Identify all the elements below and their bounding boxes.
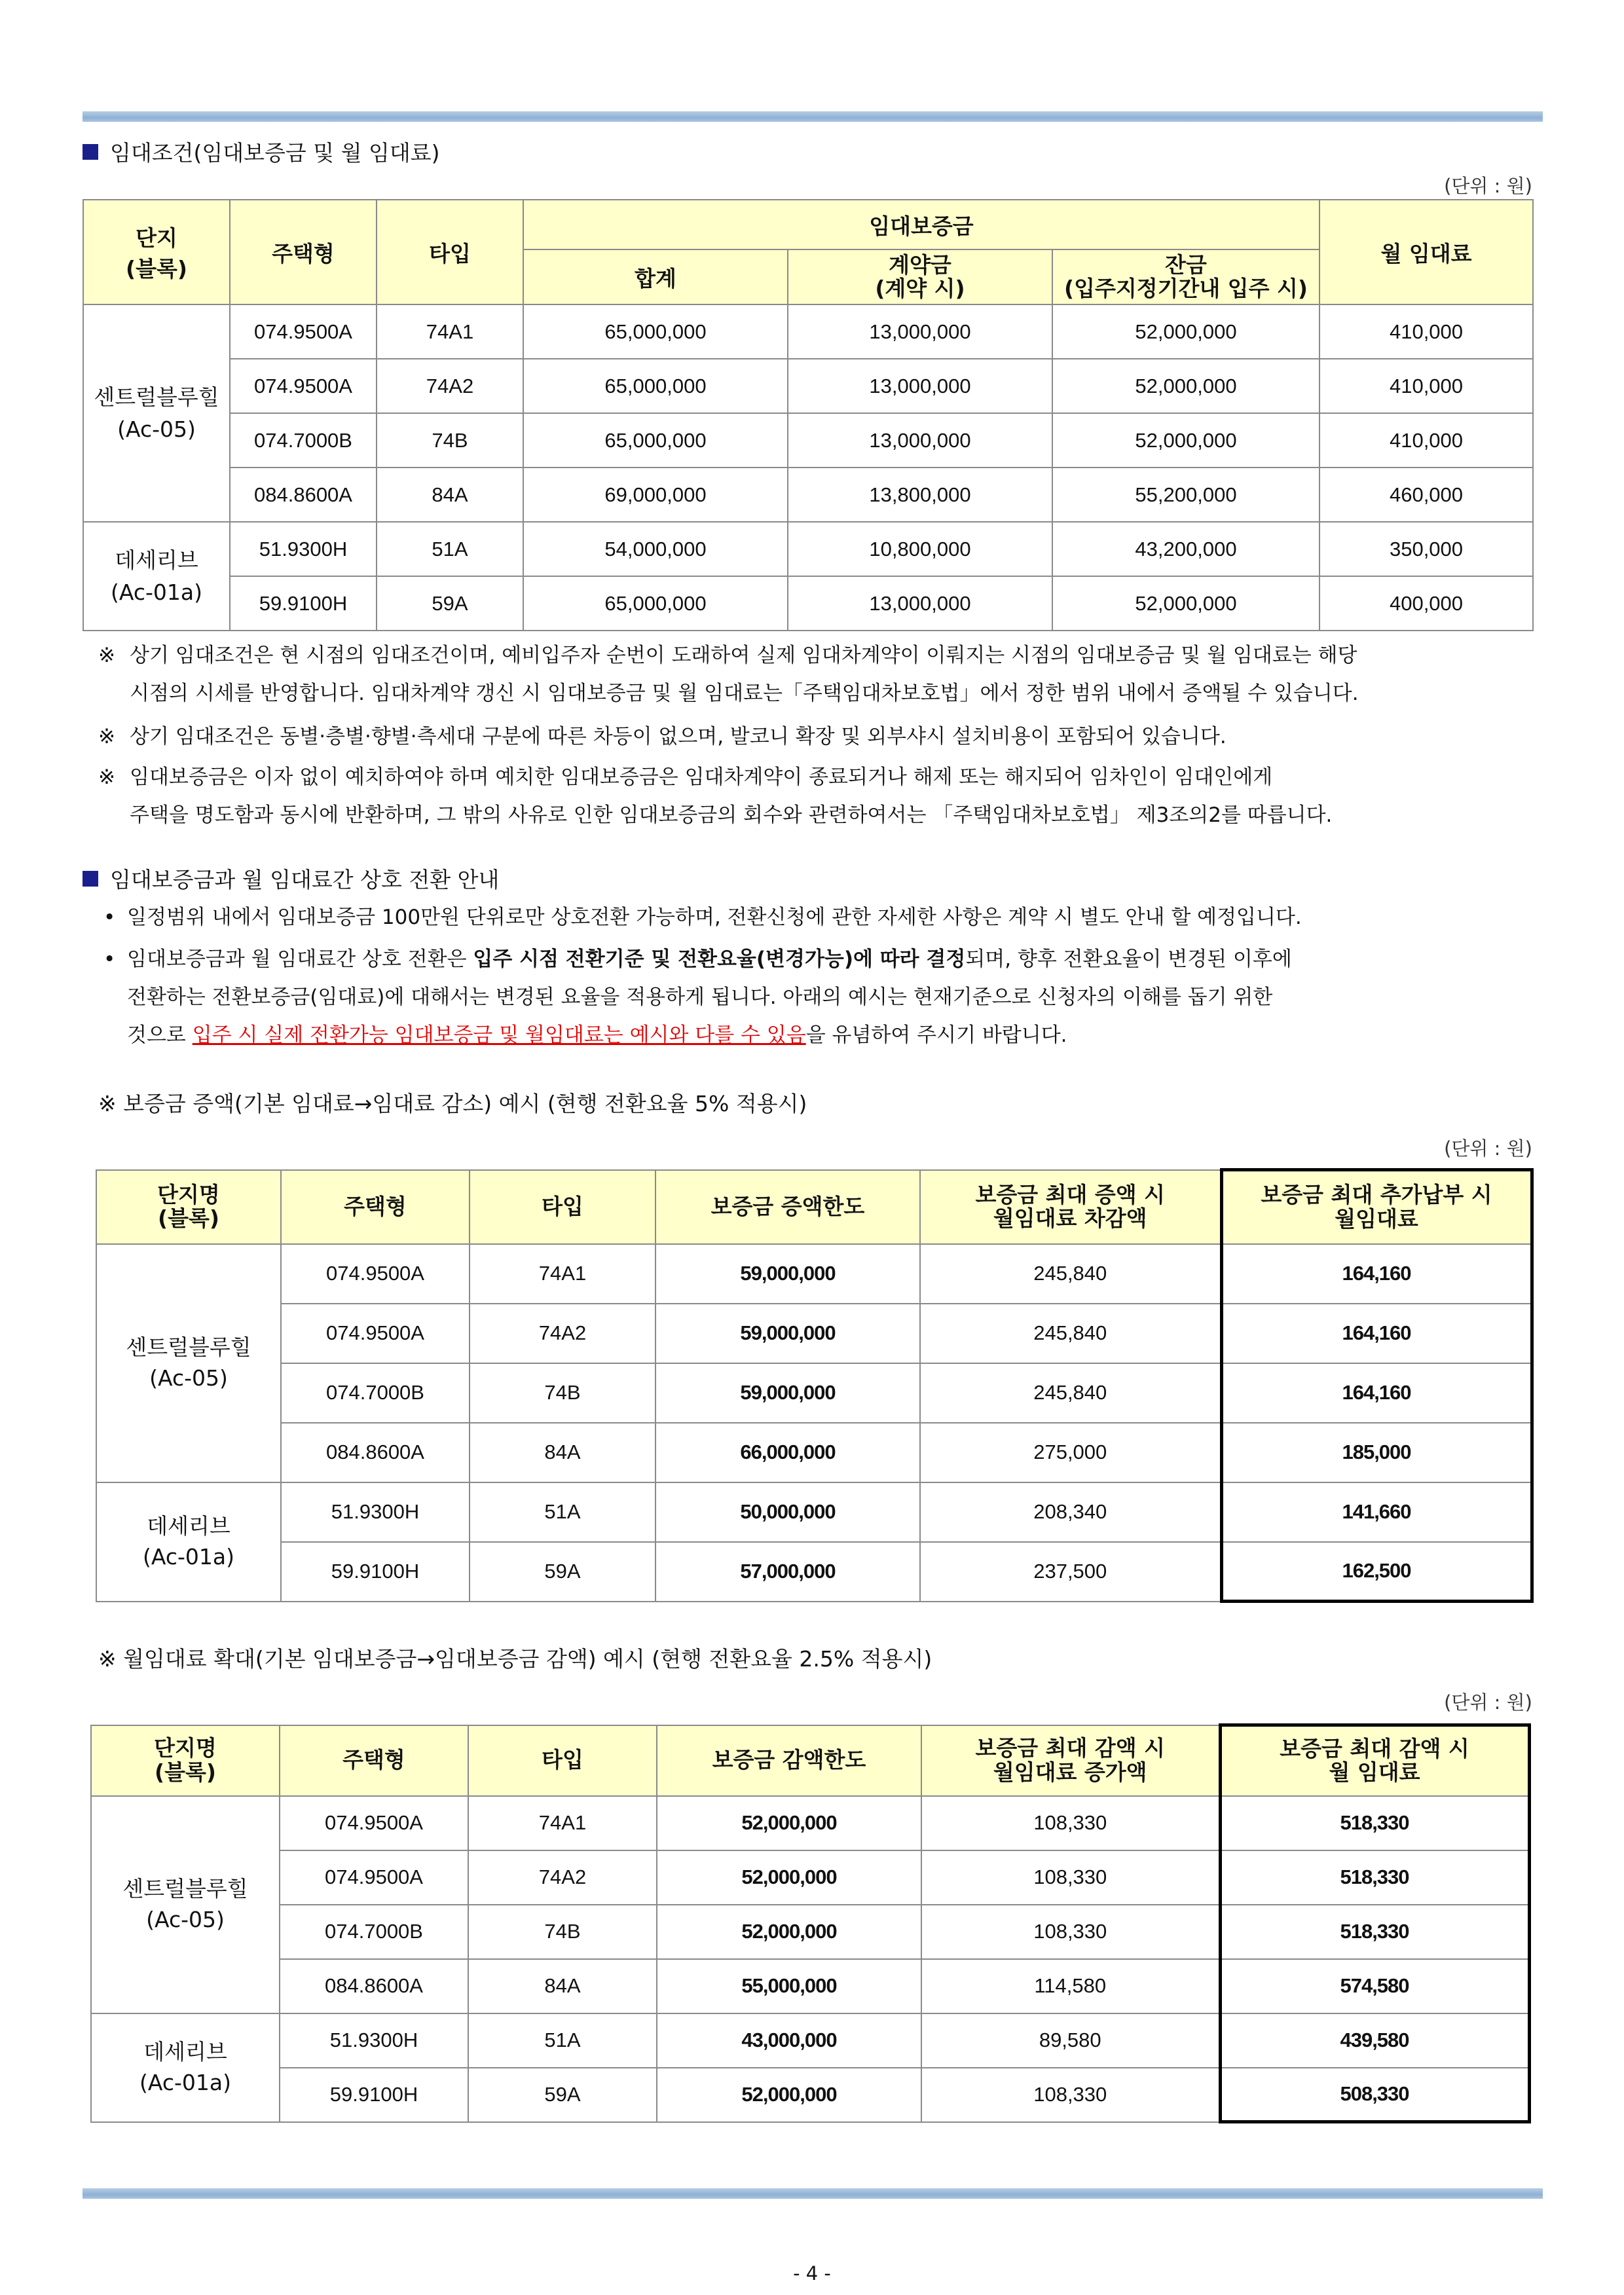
cell: 410,000 xyxy=(1320,304,1533,359)
cell: 52,000,000 xyxy=(1052,413,1320,468)
group-cell xyxy=(83,522,230,631)
bottom-decorative-band xyxy=(83,2188,1543,2199)
cell: 59,000,000 xyxy=(655,1363,920,1423)
cell: 43,000,000 xyxy=(657,2013,921,2068)
cell: 108,330 xyxy=(921,1905,1220,1959)
bullet-text: 일정범위 내에서 임대보증금 100만원 단위로만 상호전환 가능하며, 전환신청에 관한 자세한 사항은 계약 시 별도 안내 할 예정입니다. xyxy=(127,906,1302,929)
cell: 074.7000B xyxy=(281,1363,470,1423)
header-block-text: (블록) xyxy=(155,1759,216,1785)
cell: 074.9500A xyxy=(281,1244,470,1304)
header-change xyxy=(921,1725,1220,1796)
header-limit: 보증금 증액한도 xyxy=(655,1170,920,1244)
cell: 51A xyxy=(470,1482,655,1542)
deposit-increase-example-title: ※ 보증금 증액(기본 임대료→임대료 감소) 예시 (현행 전환요율 5% 적용시) xyxy=(98,1091,807,1116)
header-change xyxy=(920,1170,1221,1244)
header-type: 타입 xyxy=(470,1170,655,1244)
cell: 57,000,000 xyxy=(655,1542,920,1602)
bullet-text: 을 유념하여 주시기 바랍니다. xyxy=(805,1023,1067,1047)
header-house-type: 주택형 xyxy=(230,200,377,304)
header-result xyxy=(1221,1170,1532,1244)
note-line: 상기 임대조건은 현 시점의 임대조건이며, 예비입주자 순번이 도래하여 실제 임대차계약이 이뤄지는 시점의 임대보증금 및 월 임대료는 해당 xyxy=(130,644,1357,667)
cell: 084.8600A xyxy=(230,468,377,522)
header-change-text: 보증금 최대 증액 시 xyxy=(975,1181,1165,1207)
deposit-increase-table xyxy=(96,1168,1534,1603)
cell: 114,580 xyxy=(921,1959,1220,2013)
cell: 59.9100H xyxy=(230,576,377,631)
cell: 55,000,000 xyxy=(657,1959,921,2013)
cell: 13,000,000 xyxy=(788,359,1052,413)
cell: 164,160 xyxy=(1221,1244,1532,1304)
table-row xyxy=(96,1423,1532,1482)
cell: 245,840 xyxy=(920,1244,1221,1304)
group-name: 데세리브 xyxy=(147,1513,231,1539)
group-cell xyxy=(91,2013,280,2122)
group-name: 데세리브 xyxy=(143,2039,227,2065)
cell: 74B xyxy=(468,1905,657,1959)
header-type: 타입 xyxy=(377,200,523,304)
cell: 59,000,000 xyxy=(655,1304,920,1363)
cell: 162,500 xyxy=(1221,1542,1532,1602)
header-result xyxy=(1220,1725,1529,1796)
header-type: 타입 xyxy=(468,1725,657,1796)
bullet-warning: 입주 시 실제 전환가능 임대보증금 및 월임대료는 예시와 다를 수 있음 xyxy=(192,1023,806,1047)
cell: 84A xyxy=(468,1959,657,2013)
cell: 51A xyxy=(377,522,523,576)
header-monthly: 월 임대료 xyxy=(1320,200,1533,304)
bullet-2 xyxy=(103,940,1551,1054)
cell: 51.9300H xyxy=(281,1482,470,1542)
note-2 xyxy=(98,718,1539,756)
header-contract-text: 계약금 xyxy=(889,251,951,278)
section-rental-conditions-title xyxy=(83,136,440,167)
cell: 10,800,000 xyxy=(788,522,1052,576)
cell: 13,000,000 xyxy=(788,576,1052,631)
cell: 074.9500A xyxy=(230,359,377,413)
group-name: 데세리브 xyxy=(115,547,198,573)
header-result-text: 월 임대료 xyxy=(1329,1759,1420,1786)
header-change-text: 보증금 최대 감액 시 xyxy=(975,1735,1165,1761)
cell: 52,000,000 xyxy=(657,2068,921,2122)
cell: 74A1 xyxy=(377,304,523,359)
table-row xyxy=(96,1304,1532,1363)
cell: 410,000 xyxy=(1320,359,1533,413)
cell: 52,000,000 xyxy=(657,1796,921,1850)
cell: 65,000,000 xyxy=(523,576,788,631)
header-result-text: 보증금 최대 감액 시 xyxy=(1280,1735,1469,1761)
cell: 59A xyxy=(470,1542,655,1602)
header-limit: 보증금 감액한도 xyxy=(657,1725,921,1796)
bullet-dot-icon: • xyxy=(103,947,116,971)
cell: 074.9500A xyxy=(280,1796,468,1850)
cell: 59A xyxy=(468,2068,657,2122)
rental-conditions-table xyxy=(83,199,1534,631)
cell: 518,330 xyxy=(1220,1850,1529,1905)
header-contract xyxy=(788,249,1052,304)
cell: 65,000,000 xyxy=(523,413,788,468)
note-mark: ※ xyxy=(98,765,115,789)
cell: 237,500 xyxy=(920,1542,1221,1602)
note-line: 임대보증금은 이자 없이 예치하여야 하며 예치한 임대보증금은 임대차계약이 종료되거나 해제 또는 해지되어 임차인이 임대인에게 xyxy=(130,765,1273,789)
group-name: 센트럴블루힐 xyxy=(122,1876,248,1902)
cell: 69,000,000 xyxy=(523,468,788,522)
note-line: 시점의 시세를 반영합니다. 임대차계약 갱신 시 임대보증금 및 월 임대료는「주택임대차보호법」에서 정한 범위 내에서 증액될 수 있습니다. xyxy=(130,682,1359,705)
cell: 51.9300H xyxy=(230,522,377,576)
cell: 350,000 xyxy=(1320,522,1533,576)
group-block: (Ac-05) xyxy=(117,416,196,442)
top-decorative-band xyxy=(83,111,1543,122)
bullet-text: 것으로 xyxy=(127,1023,193,1047)
cell: 108,330 xyxy=(921,1796,1220,1850)
table-row xyxy=(83,576,1533,631)
cell: 59.9100H xyxy=(281,1542,470,1602)
cell: 108,330 xyxy=(921,2068,1220,2122)
unit-label: (단위 : 원) xyxy=(1444,1137,1532,1160)
cell: 74B xyxy=(470,1363,655,1423)
section-title-text: 임대보증금과 월 임대료간 상호 전환 안내 xyxy=(110,867,500,892)
cell: 084.8600A xyxy=(280,1959,468,2013)
group-name: 센트럴블루힐 xyxy=(94,384,219,410)
table-row xyxy=(96,1542,1532,1602)
cell: 52,000,000 xyxy=(657,1850,921,1905)
page-number: - 4 - xyxy=(793,2262,831,2285)
note-mark: ※ xyxy=(98,725,115,748)
table-row xyxy=(96,1363,1532,1423)
note-3 xyxy=(98,758,1539,834)
cell: 410,000 xyxy=(1320,413,1533,468)
cell: 13,000,000 xyxy=(788,413,1052,468)
header-total: 합계 xyxy=(523,249,788,304)
header-balance-text: 잔금 xyxy=(1165,251,1207,278)
cell: 518,330 xyxy=(1220,1905,1529,1959)
cell: 084.8600A xyxy=(281,1423,470,1482)
header-balance xyxy=(1052,249,1320,304)
cell: 141,660 xyxy=(1221,1482,1532,1542)
header-balance-sub: (입주지정기간내 입주 시) xyxy=(1064,276,1308,301)
table-row xyxy=(91,1959,1529,2013)
cell: 55,200,000 xyxy=(1052,468,1320,522)
cell: 508,330 xyxy=(1220,2068,1529,2122)
header-block-text: (블록) xyxy=(126,256,187,282)
cell: 74A2 xyxy=(470,1304,655,1363)
header-change-text: 월임대료 차감액 xyxy=(993,1205,1147,1231)
bullet-emphasis: 입주 시점 전환기준 및 전환요율(변경가능)에 따라 결정 xyxy=(473,947,966,971)
bullet-dot-icon: • xyxy=(103,906,116,929)
bullet-text: 되며, 향후 전환요율이 변경된 이후에 xyxy=(965,947,1292,971)
header-house-type: 주택형 xyxy=(281,1170,470,1244)
group-block: (Ac-01a) xyxy=(142,1543,234,1570)
cell: 59.9100H xyxy=(280,2068,468,2122)
monthly-rent-increase-table xyxy=(90,1723,1531,2123)
group-cell xyxy=(83,304,230,522)
header-house-type: 주택형 xyxy=(280,1725,468,1796)
header-complex-text: 단지 xyxy=(136,225,177,251)
table-row xyxy=(83,304,1533,359)
group-cell xyxy=(91,1796,280,2013)
header-complex-text: 단지명 xyxy=(157,1181,220,1207)
table-row xyxy=(91,1796,1529,1850)
cell: 275,000 xyxy=(920,1423,1221,1482)
cell: 52,000,000 xyxy=(1052,576,1320,631)
cell: 52,000,000 xyxy=(657,1905,921,1959)
cell: 13,800,000 xyxy=(788,468,1052,522)
cell: 74A2 xyxy=(377,359,523,413)
cell: 164,160 xyxy=(1221,1363,1532,1423)
cell: 074.7000B xyxy=(280,1905,468,1959)
square-bullet-icon xyxy=(83,871,98,887)
cell: 50,000,000 xyxy=(655,1482,920,1542)
cell: 164,160 xyxy=(1221,1304,1532,1363)
bullet-text: 임대보증금과 월 임대료간 상호 전환은 xyxy=(127,947,473,971)
cell: 84A xyxy=(470,1423,655,1482)
group-cell xyxy=(96,1482,281,1602)
header-complex-text: 단지명 xyxy=(154,1735,217,1761)
cell: 108,330 xyxy=(921,1850,1220,1905)
cell: 43,200,000 xyxy=(1052,522,1320,576)
table-row xyxy=(91,1850,1529,1905)
cell: 66,000,000 xyxy=(655,1423,920,1482)
cell: 54,000,000 xyxy=(523,522,788,576)
group-name: 센트럴블루힐 xyxy=(126,1334,251,1361)
note-line: 상기 임대조건은 동별·층별·향별·측세대 구분에 따른 차등이 없으며, 발코니 확장 및 외부샤시 설치비용이 포함되어 있습니다. xyxy=(130,725,1227,748)
cell: 185,000 xyxy=(1221,1423,1532,1482)
group-block: (Ac-01a) xyxy=(110,579,202,605)
group-block: (Ac-05) xyxy=(149,1365,228,1391)
table-row xyxy=(83,413,1533,468)
cell: 245,840 xyxy=(920,1363,1221,1423)
cell: 245,840 xyxy=(920,1304,1221,1363)
cell: 89,580 xyxy=(921,2013,1220,2068)
cell: 74A1 xyxy=(470,1244,655,1304)
group-block: (Ac-05) xyxy=(146,1906,225,1932)
header-deposit: 임대보증금 xyxy=(523,200,1320,249)
cell: 74A1 xyxy=(468,1796,657,1850)
monthly-rent-increase-example-title: ※ 월임대료 확대(기본 임대보증금→임대보증금 감액) 예시 (현행 전환요율 2.5% 적용시) xyxy=(98,1646,932,1672)
note-1 xyxy=(98,636,1539,712)
header-complex xyxy=(83,200,230,304)
bullet-1 xyxy=(103,898,1551,936)
table-row xyxy=(96,1482,1532,1542)
bullet-text: 전환하는 전환보증금(임대료)에 대해서는 변경된 요율을 적용하게 됩니다. 아래의 예시는 현재기준으로 신청자의 이해를 돕기 위한 xyxy=(127,985,1273,1009)
header-complex xyxy=(91,1725,280,1796)
cell: 59A xyxy=(377,576,523,631)
cell: 65,000,000 xyxy=(523,304,788,359)
unit-label: (단위 : 원) xyxy=(1444,175,1532,197)
cell: 51A xyxy=(468,2013,657,2068)
cell: 460,000 xyxy=(1320,468,1533,522)
cell: 52,000,000 xyxy=(1052,359,1320,413)
table-row xyxy=(91,1905,1529,1959)
table-row xyxy=(91,2068,1529,2122)
section-title-text: 임대조건(임대보증금 및 월 임대료) xyxy=(110,140,440,166)
header-block-text: (블록) xyxy=(158,1205,219,1231)
table-row xyxy=(83,522,1533,576)
table-row xyxy=(91,2013,1529,2068)
cell: 574,580 xyxy=(1220,1959,1529,2013)
cell: 074.9500A xyxy=(280,1850,468,1905)
note-line: 주택을 명도함과 동시에 반환하며, 그 밖의 사유로 인한 임대보증금의 회수와 관련하여서는 「주택임대차보호법」 제3조의2를 따릅니다. xyxy=(130,803,1333,827)
cell: 65,000,000 xyxy=(523,359,788,413)
cell: 074.7000B xyxy=(230,413,377,468)
cell: 074.9500A xyxy=(281,1304,470,1363)
cell: 074.9500A xyxy=(230,304,377,359)
table-row xyxy=(96,1244,1532,1304)
section-conversion-title xyxy=(83,863,499,894)
cell: 208,340 xyxy=(920,1482,1221,1542)
unit-label: (단위 : 원) xyxy=(1444,1691,1532,1714)
header-complex xyxy=(96,1170,281,1244)
cell: 52,000,000 xyxy=(1052,304,1320,359)
header-change-text: 월임대료 증가액 xyxy=(993,1759,1147,1785)
cell: 518,330 xyxy=(1220,1796,1529,1850)
cell: 84A xyxy=(377,468,523,522)
note-mark: ※ xyxy=(98,644,115,667)
cell: 74B xyxy=(377,413,523,468)
cell: 59,000,000 xyxy=(655,1244,920,1304)
header-result-text: 보증금 최대 추가납부 시 xyxy=(1261,1182,1492,1208)
header-result-text: 월임대료 xyxy=(1335,1205,1418,1232)
cell: 13,000,000 xyxy=(788,304,1052,359)
cell: 51.9300H xyxy=(280,2013,468,2068)
cell: 400,000 xyxy=(1320,576,1533,631)
table-row xyxy=(83,359,1533,413)
group-block: (Ac-01a) xyxy=(139,2069,231,2095)
group-cell xyxy=(96,1244,281,1482)
table-row xyxy=(83,468,1533,522)
cell: 439,580 xyxy=(1220,2013,1529,2068)
header-contract-sub: (계약 시) xyxy=(875,276,965,301)
cell: 74A2 xyxy=(468,1850,657,1905)
square-bullet-icon xyxy=(83,144,98,160)
